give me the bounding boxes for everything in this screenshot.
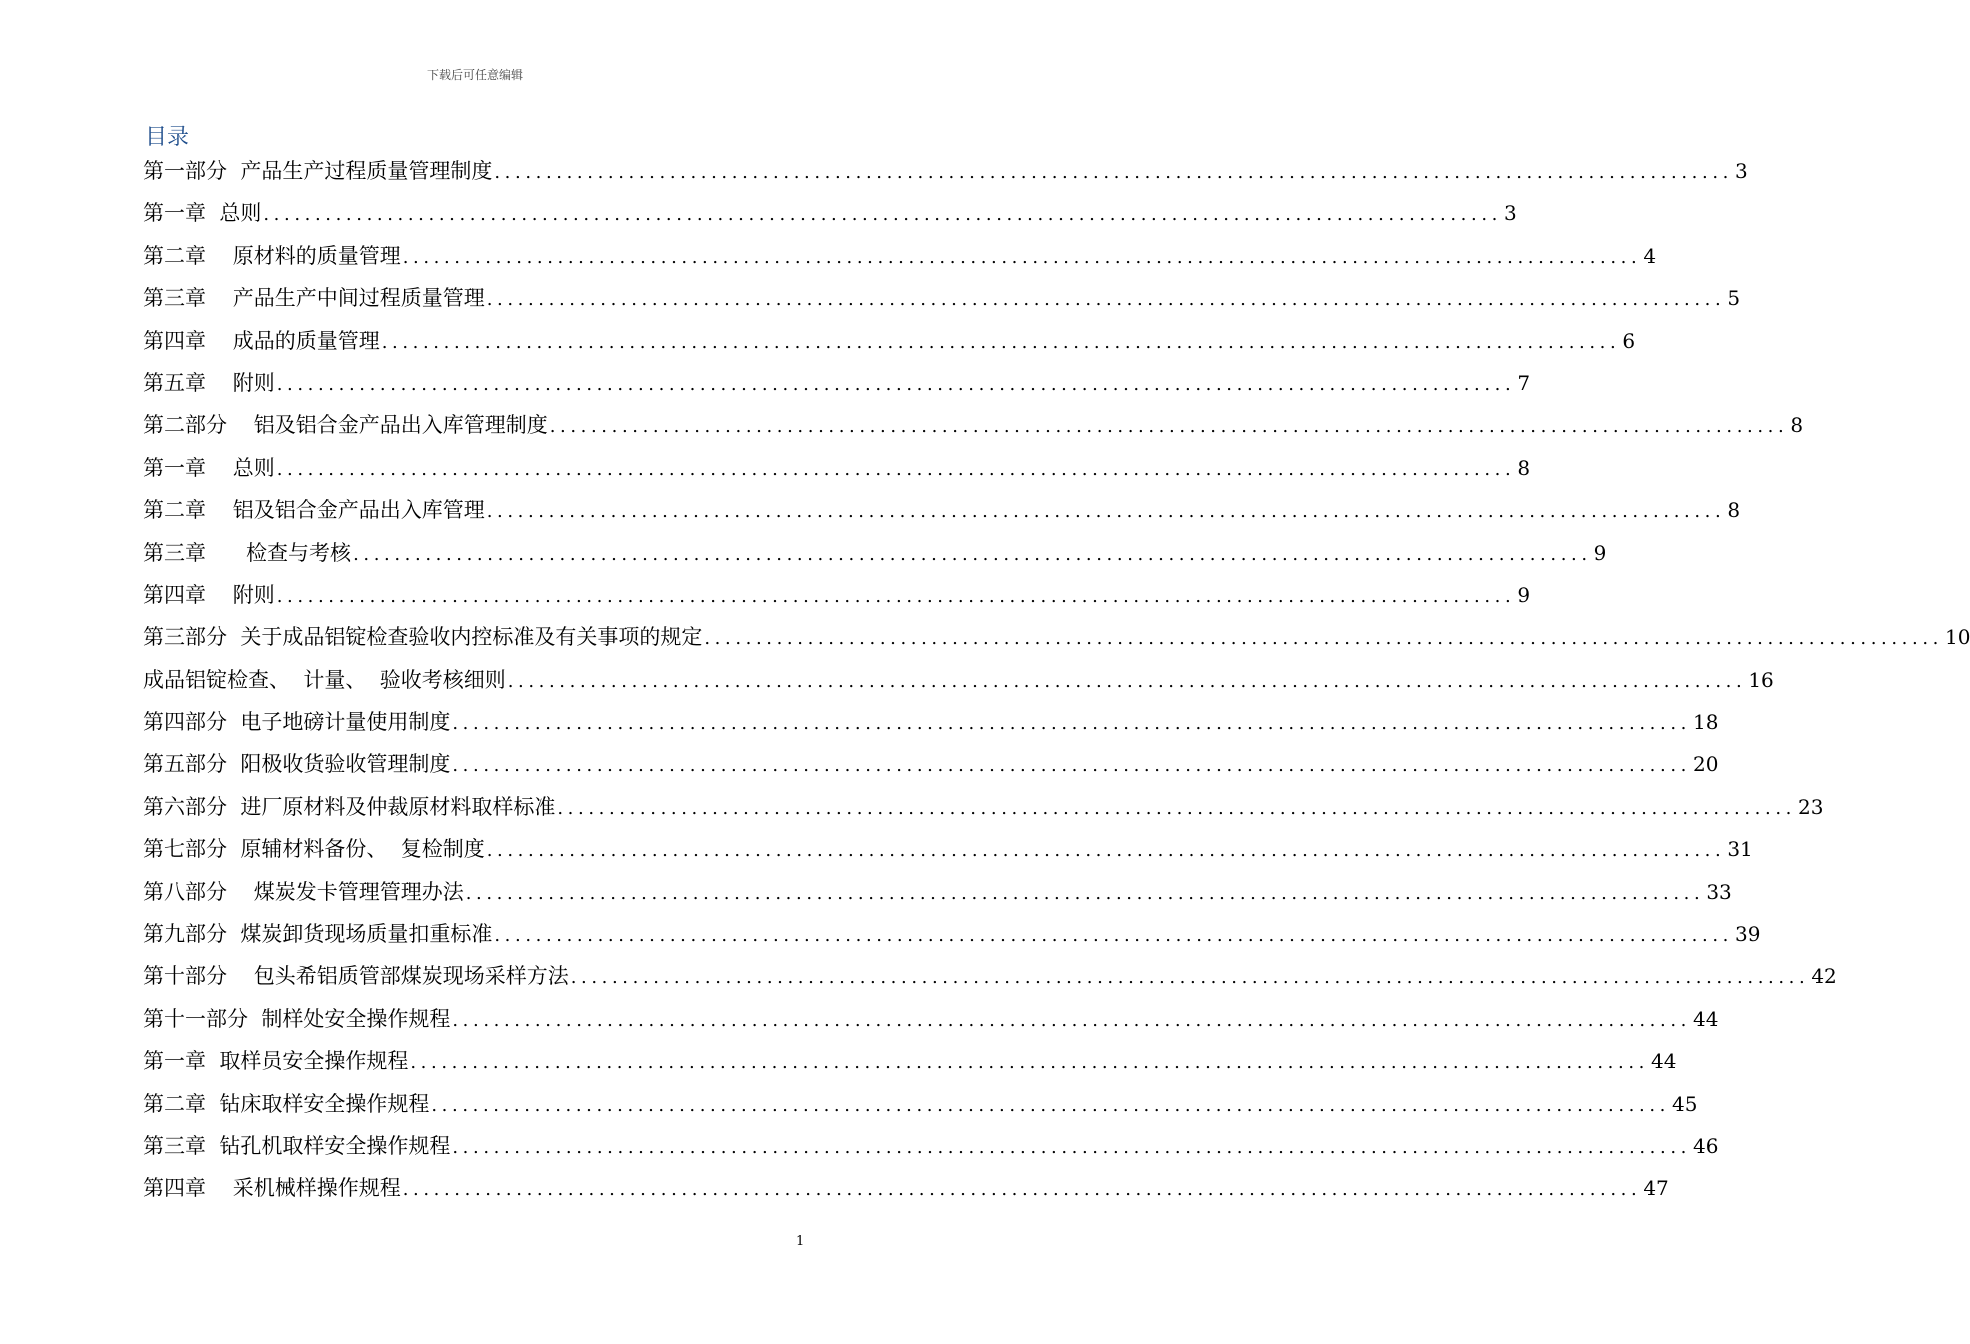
toc-entry[interactable]	[143, 616, 1970, 658]
toc-entry[interactable]	[143, 150, 1748, 192]
toc-entry[interactable]	[143, 235, 1657, 277]
toc-entry[interactable]	[143, 447, 1531, 489]
toc-leader-dots: ........................................................................................................................	[452, 1009, 1691, 1031]
toc-entry-text: 第三章 产品生产中间过程质量管理	[143, 286, 485, 311]
toc-entry[interactable]	[143, 362, 1531, 404]
toc-entry[interactable]	[143, 743, 1719, 785]
toc-list	[143, 150, 1970, 1210]
toc-entry-text: 第七部分 原辅材料备份、 复检制度	[143, 837, 485, 862]
toc-entry-text: 第二部分 铝及铝合金产品出入库管理制度	[143, 413, 548, 438]
toc-entry[interactable]	[143, 955, 1837, 997]
toc-leader-dots: ........................................................................................................................	[494, 162, 1733, 183]
toc-leader-dots: ........................................................................................................................	[704, 628, 1943, 650]
toc-entry[interactable]	[143, 701, 1719, 743]
toc-leader-dots: ........................................................................................................................	[452, 713, 1691, 735]
toc-leader-dots: ........................................................................................................................	[353, 543, 1592, 565]
toc-leader-dots: ........................................................................................................................	[402, 246, 1642, 268]
toc-title: 目录	[145, 125, 190, 150]
toc-entry-text: 成品铝锭检查、 计量、 验收考核细则	[143, 667, 506, 692]
toc-entry[interactable]	[143, 1040, 1677, 1082]
toc-entry-page: 9	[1517, 582, 1531, 607]
toc-entry-page: 10	[1944, 625, 1970, 650]
toc-leader-dots: ........................................................................................................................	[507, 670, 1747, 692]
toc-entry-page: 31	[1727, 837, 1753, 862]
toc-entry-page: 6	[1622, 328, 1636, 353]
toc-entry-text: 第二章 钻床取样安全操作规程	[143, 1091, 430, 1116]
toc-entry-text: 第一章 取样员安全操作规程	[143, 1049, 409, 1074]
toc-entry-text: 第六部分 进厂原材料及仲裁原材料取样标准	[143, 794, 556, 819]
toc-leader-dots: ........................................................................................................................	[276, 458, 1516, 480]
toc-leader-dots: ........................................................................................................................	[557, 797, 1796, 819]
toc-entry[interactable]	[143, 489, 1741, 531]
toc-entry[interactable]	[143, 277, 1741, 319]
toc-entry-text: 第四章 采机械样操作规程	[143, 1176, 401, 1201]
toc-entry-page: 8	[1727, 498, 1741, 523]
toc-leader-dots: ........................................................................................................................	[465, 882, 1705, 904]
toc-leader-dots: ........................................................................................................................	[452, 1136, 1691, 1158]
toc-entry[interactable]	[143, 1167, 1669, 1209]
toc-entry-page: 18	[1692, 710, 1719, 735]
toc-leader-dots: ........................................................................................................................	[276, 373, 1516, 395]
toc-entry[interactable]	[143, 786, 1824, 828]
toc-entry-text: 第三章 钻孔机取样安全操作规程	[143, 1133, 451, 1158]
toc-leader-dots: ........................................................................................................................	[570, 967, 1810, 989]
toc-leader-dots: ........................................................................................................................	[381, 331, 1621, 353]
toc-entry-page: 20	[1692, 752, 1719, 777]
toc-entry[interactable]	[143, 1083, 1698, 1125]
toc-entry[interactable]	[143, 871, 1732, 913]
toc-entry[interactable]	[143, 574, 1531, 616]
toc-entry-text: 第二章 原材料的质量管理	[143, 243, 401, 268]
toc-entry[interactable]	[143, 659, 1774, 701]
toc-leader-dots: ........................................................................................................................	[431, 1094, 1670, 1116]
toc-entry-page: 16	[1748, 667, 1774, 692]
toc-entry-page: 5	[1727, 286, 1741, 311]
toc-entry-text: 第九部分 煤炭卸货现场质量扣重标准	[143, 922, 493, 947]
toc-entry-page: 45	[1671, 1091, 1698, 1116]
toc-leader-dots: ........................................................................................................................	[410, 1052, 1649, 1074]
toc-entry-page: 44	[1692, 1006, 1719, 1031]
toc-leader-dots: ........................................................................................................................	[452, 755, 1691, 777]
toc-leader-dots: ........................................................................................................................	[486, 289, 1726, 311]
toc-entry-text: 第十部分 包头希铝质管部煤炭现场采样方法	[143, 964, 569, 989]
toc-entry-text: 第八部分 煤炭发卡管理管理办法	[143, 879, 464, 904]
toc-entry-text: 第四部分 电子地磅计量使用制度	[143, 710, 451, 735]
toc-leader-dots: ........................................................................................................................	[276, 585, 1516, 607]
toc-leader-dots: ........................................................................................................................	[486, 840, 1726, 862]
toc-entry-page: 3	[1503, 201, 1517, 226]
toc-entry-text: 第三部分 关于成品铝锭检查验收内控标准及有关事项的规定	[143, 625, 703, 650]
toc-entry-text: 第三章 检查与考核	[143, 540, 352, 565]
toc-entry-text: 第十一部分 制样处安全操作规程	[143, 1006, 451, 1031]
toc-entry[interactable]	[143, 913, 1761, 955]
toc-entry-page: 44	[1650, 1049, 1677, 1074]
toc-entry[interactable]	[143, 1125, 1719, 1167]
page-number: 1	[796, 1234, 805, 1249]
toc-entry-text: 第四章 附则	[143, 582, 275, 607]
toc-entry-page: 3	[1734, 159, 1748, 183]
toc-leader-dots: ........................................................................................................................	[549, 416, 1789, 438]
toc-entry-page: 7	[1517, 370, 1531, 395]
toc-entry-text: 第五章 附则	[143, 370, 275, 395]
toc-entry[interactable]	[143, 192, 1517, 234]
toc-entry-page: 4	[1643, 243, 1657, 268]
toc-entry-page: 47	[1643, 1176, 1669, 1201]
toc-entry-text: 第一章 总则	[143, 201, 262, 226]
toc-entry-text: 第一章 总则	[143, 455, 275, 480]
toc-entry[interactable]	[143, 532, 1607, 574]
toc-entry-page: 8	[1517, 455, 1531, 480]
toc-entry-page: 39	[1734, 922, 1761, 947]
toc-entry[interactable]	[143, 404, 1804, 446]
toc-entry[interactable]	[143, 828, 1753, 870]
toc-entry-page: 46	[1692, 1133, 1719, 1158]
header-note: 下载后可任意编辑	[426, 68, 523, 82]
toc-leader-dots: ........................................................................................................................	[494, 925, 1733, 947]
toc-entry-text: 第五部分 阳极收货验收管理制度	[143, 752, 451, 777]
toc-entry-text: 第四章 成品的质量管理	[143, 328, 380, 353]
toc-entry[interactable]	[143, 320, 1636, 362]
toc-entry-text: 第二章 铝及铝合金产品出入库管理	[143, 498, 485, 523]
toc-entry-page: 23	[1797, 794, 1824, 819]
toc-entry-text: 第一部分 产品生产过程质量管理制度	[143, 159, 493, 183]
toc-leader-dots: ........................................................................................................................	[486, 501, 1726, 523]
toc-entry-page: 42	[1811, 964, 1837, 989]
toc-entry-page: 9	[1593, 540, 1607, 565]
toc-leader-dots: ........................................................................................................................	[263, 204, 1502, 226]
toc-leader-dots: ........................................................................................................................	[402, 1179, 1642, 1201]
toc-entry[interactable]	[143, 998, 1719, 1040]
toc-entry-page: 33	[1706, 879, 1732, 904]
toc-entry-page: 8	[1790, 413, 1804, 438]
